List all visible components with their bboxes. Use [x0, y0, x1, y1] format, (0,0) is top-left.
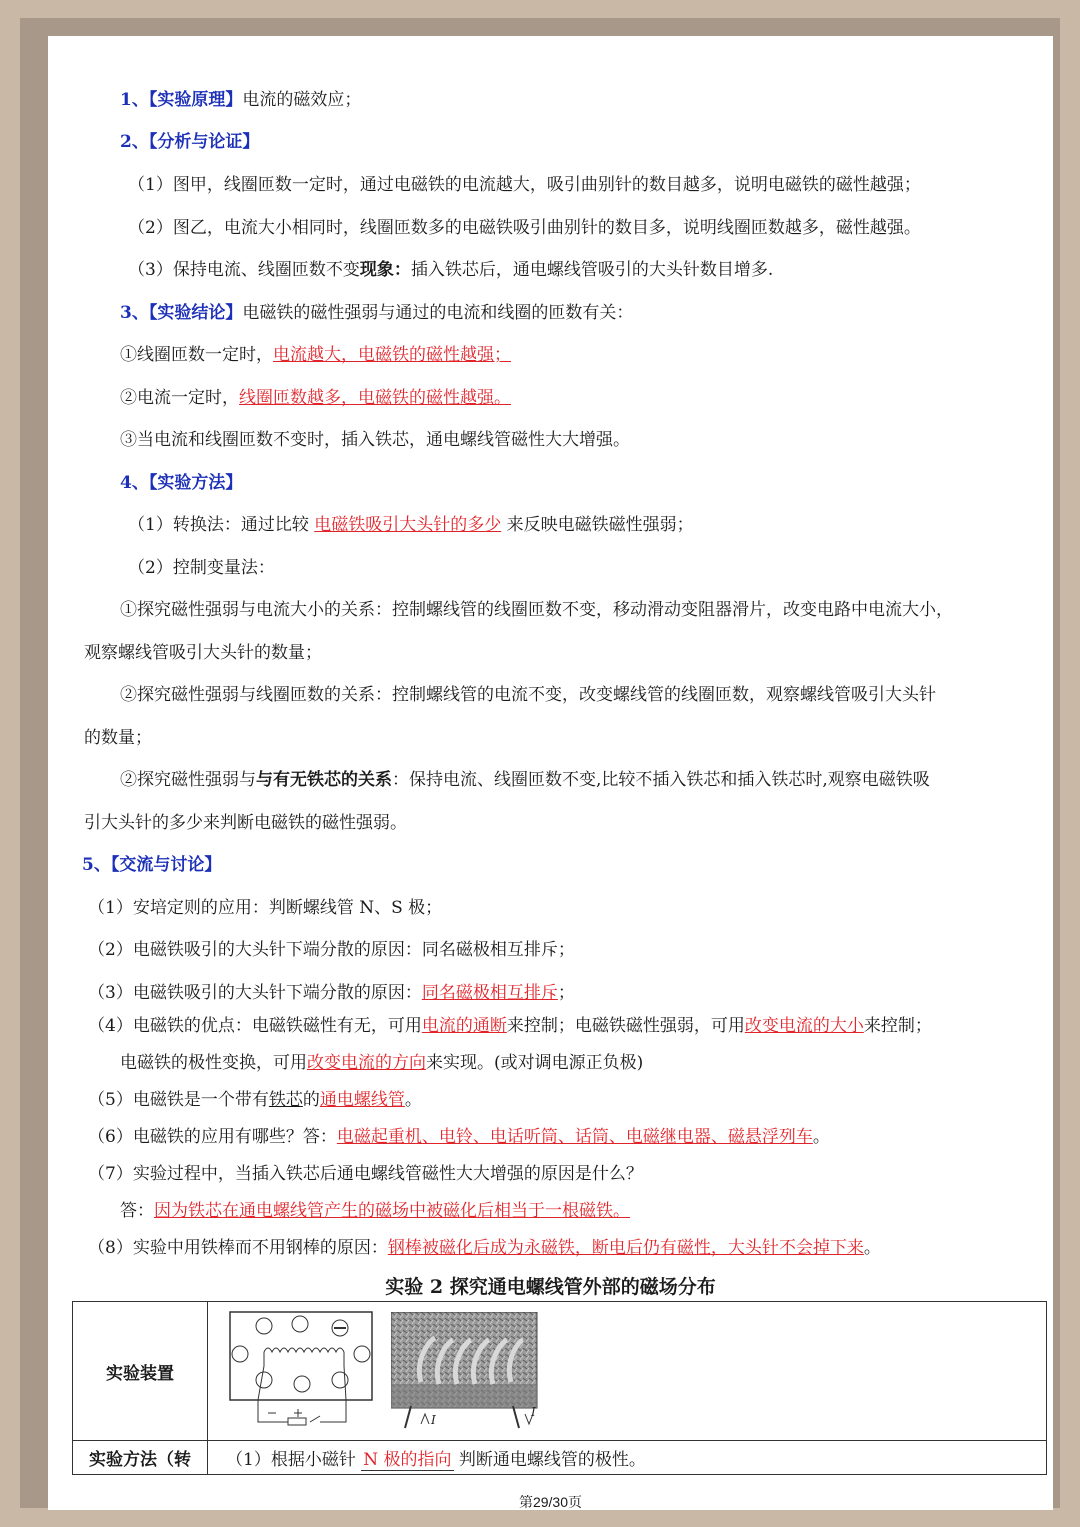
conclusion-1: ①线圈匝数一定时，电流越大，电磁铁的磁性越强；: [120, 345, 511, 365]
section-4: 4、【实验方法】: [120, 473, 243, 493]
discuss-2: （2）电磁铁吸引的大头针下端分散的原因：同名磁极相互排斥；: [88, 940, 575, 960]
method-3b: 观察螺线管吸引大头针的数量；: [84, 643, 322, 663]
board-edge: [391, 1384, 537, 1408]
discuss-4b: 电磁铁的极性变换，可用改变电流的方向来实现。(或对调电源正负极): [120, 1053, 644, 1073]
switch-icon: [310, 1416, 320, 1422]
discuss-7-answer: 答：因为铁芯在通电螺线管产生的磁场中被磁化后相当于一根磁铁。: [120, 1201, 630, 1221]
current-arrow-icon: [421, 1414, 429, 1424]
solenoid-circuit-diagram: [228, 1310, 376, 1432]
lead-wire: [513, 1406, 519, 1428]
discuss-4a: （4）电磁铁的优点：电磁铁磁性有无，可用电流的通断来控制；电磁铁磁性强弱，可用改变电流的大小来控制；: [88, 1016, 932, 1036]
para-3: （3）保持电流、线圈匝数不变现象：插入铁芯后，通电螺线管吸引的大头针数目增多.: [128, 260, 774, 280]
conclusion-3: ③当电流和线圈匝数不变时，插入铁芯，通电螺线管磁性大大增强。: [120, 430, 630, 450]
experiment-table: [72, 1301, 1047, 1475]
discuss-8: （8）实验中用铁棒而不用钢棒的原因：钢棒被磁化后成为永磁铁，断电后仍有磁性，大头针不会掉下来。: [88, 1238, 881, 1258]
page-number: 第29/30页: [518, 1494, 583, 1510]
apparatus-cell: [208, 1302, 1047, 1441]
section-5: 5、【交流与讨论】: [82, 855, 222, 875]
para-2: （2）图乙，电流大小相同时，线圈匝数多的电磁铁吸引曲别针的数目多，说明线圈匝数越多，磁性越强。: [128, 218, 921, 238]
section-2: 2、【分析与论证】: [120, 132, 260, 152]
discuss-7: （7）实验过程中，当插入铁芯后通电螺线管磁性大大增强的原因是什么？: [88, 1164, 643, 1184]
row-label-apparatus: 实验装置: [73, 1302, 208, 1441]
page-frame: [20, 18, 1060, 1508]
discuss-5: （5）电磁铁是一个带有铁芯的通电螺线管。: [88, 1090, 422, 1110]
table-row: [73, 1441, 1047, 1475]
row-label-method: 实验方法（转: [73, 1441, 208, 1475]
discuss-1: （1）安培定则的应用：判断螺线管 N、S 极；: [88, 898, 443, 918]
lead-wire: [405, 1406, 411, 1428]
method-cell: （1）根据小磁针 N 极的指向 判断通电螺线管的极性。: [208, 1441, 1047, 1475]
current-label: I: [431, 1413, 437, 1427]
method-5b: 引大头针的多少来判断电磁铁的磁性强弱。: [84, 813, 407, 833]
iron-filings-photo: [391, 1312, 539, 1430]
section-1: 1、【实验原理】电流的磁效应；: [120, 90, 362, 110]
discuss-6: （6）电磁铁的应用有哪些？答：电磁起重机、电铃、电话听筒、话筒、电磁继电器、磁悬浮列车。: [88, 1127, 830, 1147]
method-1: （1）转换法：通过比较 电磁铁吸引大头针的多少 来反映电磁铁磁性强弱；: [128, 515, 694, 535]
answer-blank: N 极的指向: [363, 1450, 452, 1470]
board-outline: [230, 1312, 372, 1400]
method-4a: ②探究磁性强弱与线圈匝数的关系：控制螺线管的电流不变，改变螺线管的线圈匝数，观察螺线管吸引大头针: [120, 685, 936, 705]
method-2: （2）控制变量法：: [128, 558, 275, 578]
conclusion-2: ②电流一定时，线圈匝数越多，电磁铁的磁性越强。: [120, 388, 511, 408]
para-1: （1）图甲，线圈匝数一定时，通过电磁铁的电流越大，吸引曲别针的数目越多，说明电磁铁的磁性越强；: [128, 175, 921, 195]
battery-icon: [288, 1418, 306, 1425]
document-sheet: [48, 36, 1053, 1510]
current-label: I: [531, 1405, 537, 1419]
table-row: [73, 1302, 1047, 1441]
method-5a: ②探究磁性强弱与与有无铁芯的关系：保持电流、线圈匝数不变,比较不插入铁芯和插入铁芯时,观察电磁铁吸: [120, 770, 930, 790]
method-3a: ①探究磁性强弱与电流大小的关系：控制螺线管的线圈匝数不变，移动滑动变阻器滑片，改变电路中电流大小，: [120, 600, 953, 620]
experiment-2-title: 实验 2 探究通电螺线管外部的磁场分布: [385, 1276, 716, 1298]
section-3: 3、【实验结论】电磁铁的磁性强弱与通过的电流和线圈的匝数有关：: [120, 303, 634, 323]
discuss-3: （3）电磁铁吸引的大头针下端分散的原因：同名磁极相互排斥；: [88, 983, 575, 1003]
method-4b: 的数量；: [84, 728, 152, 748]
